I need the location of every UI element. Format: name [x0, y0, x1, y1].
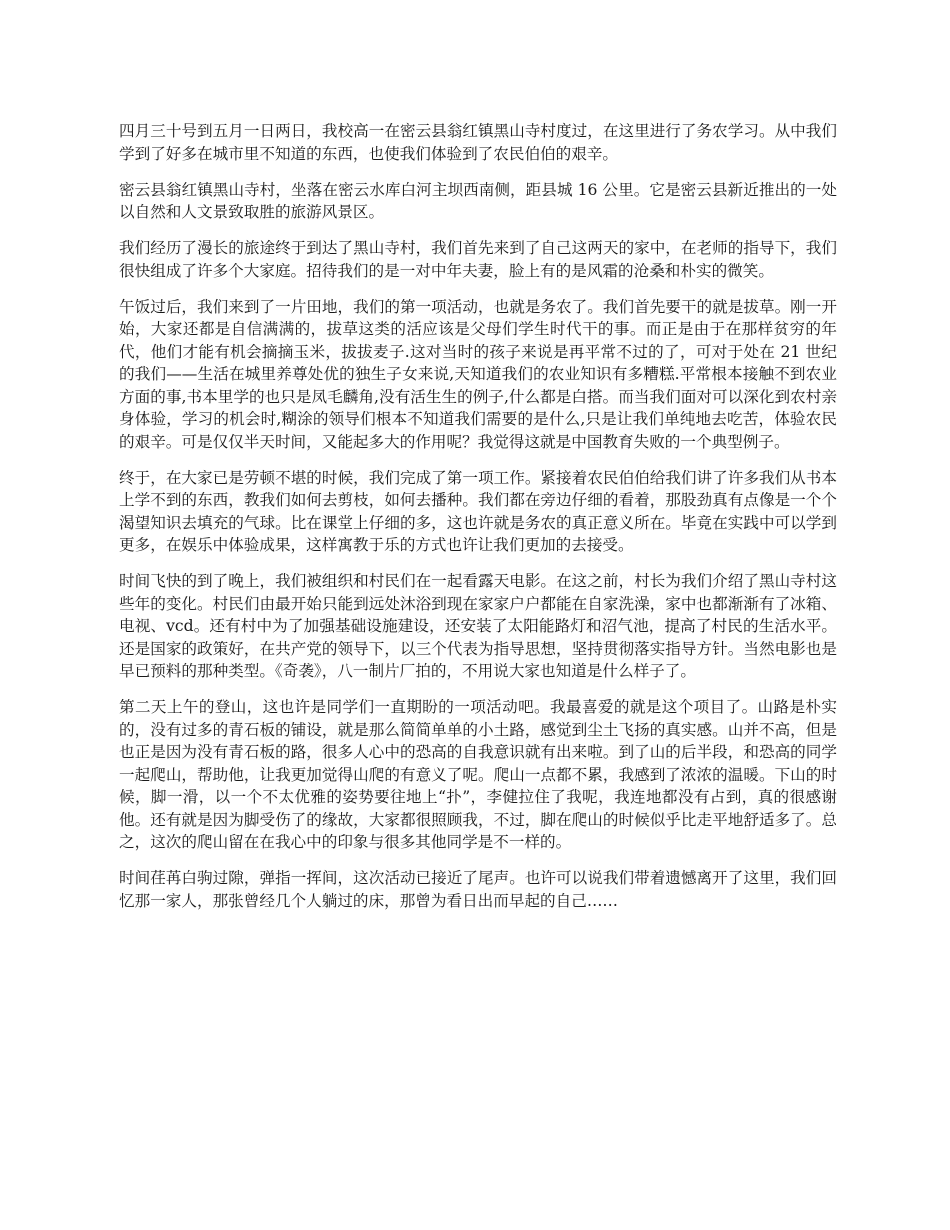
paragraph-6: 时间飞快的到了晚上，我们被组织和村民们在一起看露天电影。在这之前，村长为我们介绍了黑山寺村这些年的变化。村民们由最开始只能到远处沐浴到现在家家户户都能在自家洗澡，家中也都渐渐有了冰箱、电视、vcd。还有村中为了加强基础设施建设，还安装了太阳能路灯和沼气池，提高了村民的生活水平。还是国家的政策好，在共产党的领导下，以三个代表为指导思想，坚持贯彻落实指导方针。当然电影也是早已预料的那种类型。《奇袭》，八一制片厂拍的，不用说大家也知道是什么样子了。	[119, 572, 837, 680]
paragraph-1: 四月三十号到五月一日两日，我校高一在密云县翁红镇黑山寺村度过，在这里进行了务农学习。从中我们学到了好多在城市里不知道的东西，也使我们体验到了农民伯伯的艰辛。	[119, 122, 837, 163]
paragraph-4: 午饭过后，我们来到了一片田地，我们的第一项活动，也就是务农了。我们首先要干的就是拔草。刚一开始，大家还都是自信满满的，拔草这类的活应该是父母们学生时代干的事。而正是由于在那样贫穷的年代，他们才能有机会摘摘玉米，拔拔麦子.这对当时的孩子来说是再平常不过的了，可对于处在 21 世纪的我们——生活在城里养尊处优的独生子女来说,天知道我们的农业知识有多糟糕.平常根本接触不到农业方面的事,书本里学的也只是凤毛麟角,没有活生生的例子,什么都是白搭。而当我们面对可以深化到农村亲身体验，学习的机会时,糊涂的领导们根本不知道我们需要的是什么,只是让我们单纯地去吃苦，体验农民的艰辛。可是仅仅半天时间，又能起多大的作用呢？我觉得这就是中国教育失败的一个典型例子。	[119, 297, 837, 451]
document-page	[119, 120, 837, 926]
paragraph-2: 密云县翁红镇黑山寺村，坐落在密云水库白河主坝西南侧，距县城 16 公里。它是密云县新近推出的一处以自然和人文景致取胜的旅游风景区。	[119, 180, 837, 221]
paragraph-5: 终于，在大家已是劳顿不堪的时候，我们完成了第一项工作。紧接着农民伯伯给我们讲了许多我们从书本上学不到的东西，教我们如何去剪枝，如何去播种。我们都在旁边仔细的看着，那股劲真有点像是一个个渴望知识去填充的气球。比在课堂上仔细的多，这也许就是务农的真正意义所在。毕竟在实践中可以学到更多，在娱乐中体验成果，这样寓教于乐的方式也许让我们更加的去接受。	[119, 468, 837, 554]
paragraph-7: 第二天上午的登山，这也许是同学们一直期盼的一项活动吧。我最喜爱的就是这个项目了。山路是朴实的，没有过多的青石板的铺设，就是那么简简单单的小土路，感觉到尘土飞扬的真实感。山并不高，但是也正是因为没有青石板的路，很多人心中的恐高的自我意识就有出来啦。到了山的后半段，和恐高的同学一起爬山，帮助他，让我更加觉得山爬的有意义了呢。爬山一点都不累，我感到了浓浓的温暖。下山的时候，脚一滑，以一个不太优雅的姿势要往地上“扑”，李健拉住了我呢，我连地都没有占到，真的很感谢他。还有就是因为脚受伤了的缘故，大家都很照顾我，不过，脚在爬山的时候似乎比走平地舒适多了。总之，这次的爬山留在在我心中的印象与很多其他同学是不一样的。	[119, 698, 837, 851]
paragraph-3: 我们经历了漫长的旅途终于到达了黑山寺村，我们首先来到了自己这两天的家中，在老师的指导下，我们很快组成了许多个大家庭。招待我们的是一对中年夫妻，脸上有的是风霜的沧桑和朴实的微笑。	[119, 239, 837, 280]
paragraph-8: 时间荏苒白驹过隙，弹指一挥间，这次活动已接近了尾声。也许可以说我们带着遗憾离开了这里，我们回忆那一家人，那张曾经几个人躺过的床，那曾为看日出而早起的自己……	[119, 869, 837, 910]
